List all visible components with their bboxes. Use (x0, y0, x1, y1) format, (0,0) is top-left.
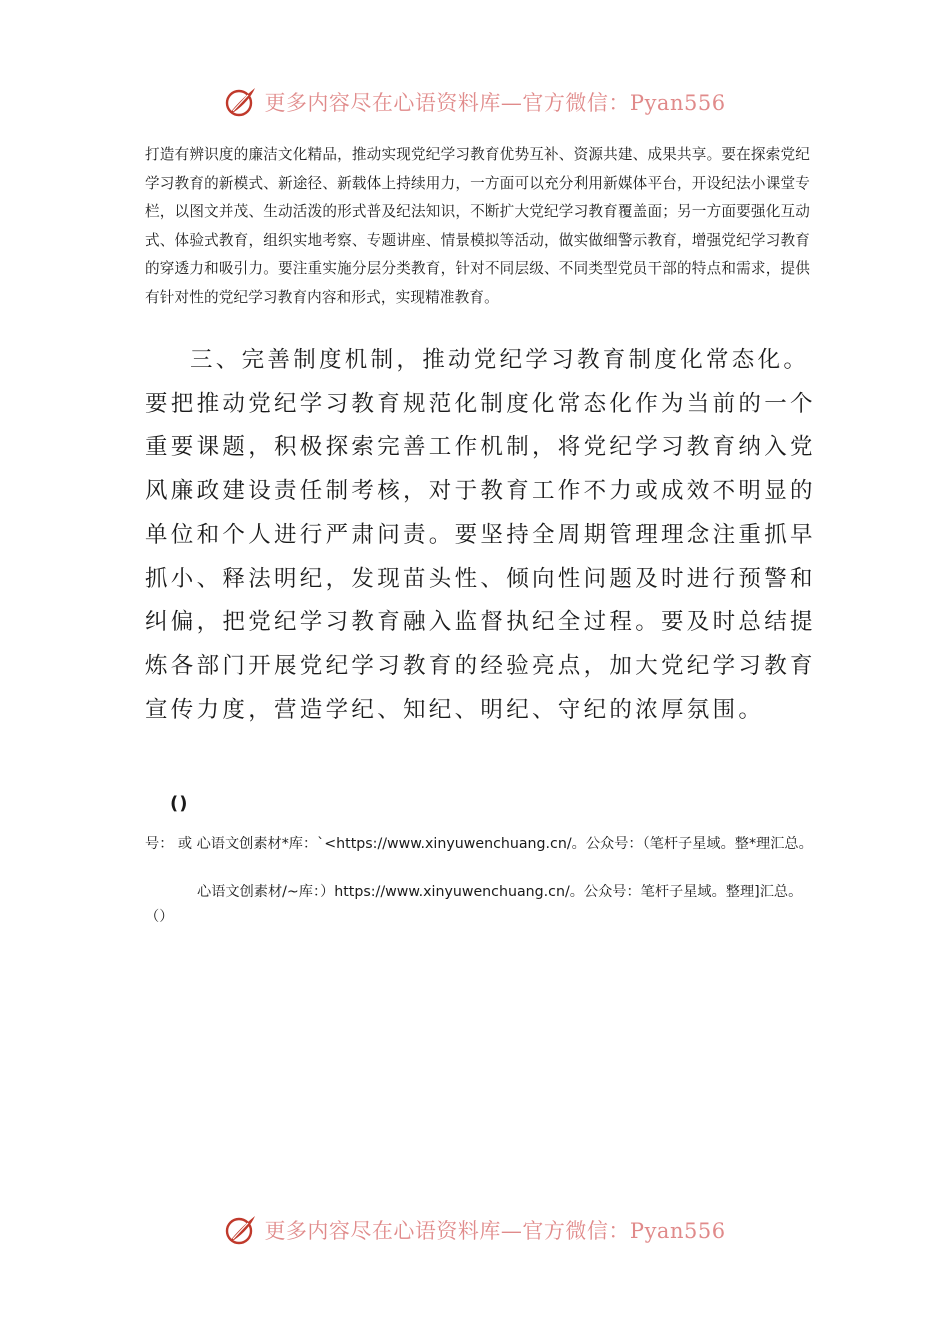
footer-note-2: 心语文创素材/~库：）https://www.xinyuwenchuang.cn/。公众号：笔杆子星域。整理]汇总。（） (145, 884, 803, 925)
empty-parentheses: () (170, 793, 189, 814)
body-paragraph-small: 打造有辨识度的廉洁文化精品，推动实现党纪学习教育优势互补、资源共建、成果共享。要在探索党纪学习教育的新模式、新途径、新载体上持续用力，一方面可以充分利用新媒体平台，开设纪法小课堂专栏，以图文并茂、生动活泼的形式普及纪法知识，不断扩大党纪学习教育覆盖面；另一方面要强化互动式、体验式教育，组织实地考察、专题讲座、情景模拟等活动，做实做细警示教育，增强党纪学习教育的穿透力和吸引力。要注重实施分层分类教育，针对不同层级、不同类型党员干部的特点和需求，提供有针对性的党纪学习教育内容和形式，实现精准教育。 (145, 146, 810, 306)
footer-banner (0, 1208, 950, 1252)
body-paragraph-large: 三、完善制度机制，推动党纪学习教育制度化常态化。要把推动党纪学习教育规范化制度化常态化作为当前的一个重要课题，积极探索完善工作机制，将党纪学习教育纳入党风廉政建设责任制考核，对于教育工作不力或成效不明显的单位和个人进行严肃问责。要坚持全周期管理理念注重抓早抓小、释法明纪，发现苗头性、倾向性问题及时进行预警和纠偏，把党纪学习教育融入监督执纪全过程。要及时总结提炼各部门开展党纪学习教育的经验亮点，加大党纪学习教育宣传力度，营造学纪、知纪、明纪、守纪的浓厚氛围。 (145, 347, 816, 723)
footer-note-1: 号： 或 心语文创素材*库：`<https://www.xinyuwenchuang.cn/。公众号：（笔杆子星域。整*理汇总。 (145, 836, 813, 852)
quill-pen-logo-icon (224, 85, 258, 119)
quill-pen-logo-icon (224, 1213, 258, 1247)
banner-text: 更多内容尽在心语资料库—官方微信：Pyan556 (264, 91, 726, 115)
header-banner (0, 80, 950, 124)
banner-text: 更多内容尽在心语资料库—官方微信：Pyan556 (264, 1219, 726, 1243)
